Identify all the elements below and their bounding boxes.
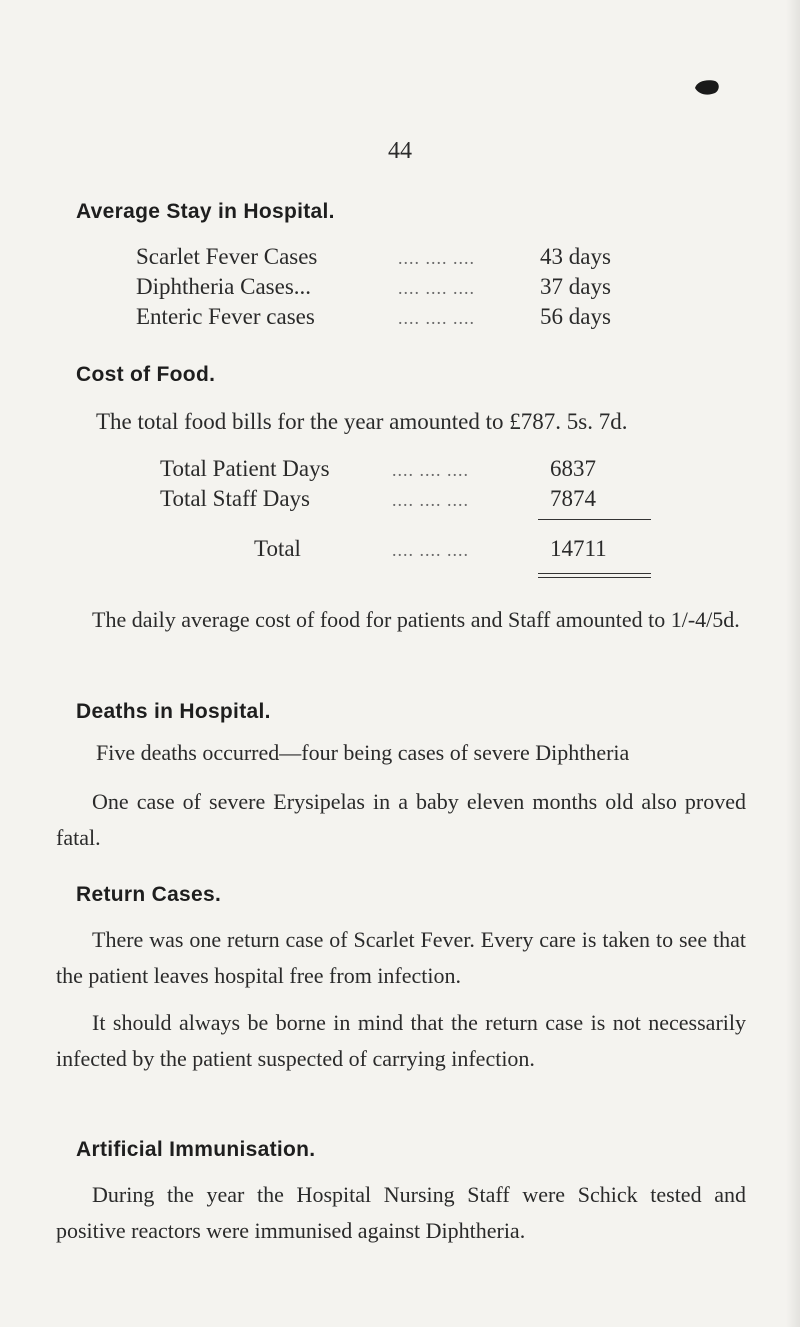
deaths-paragraph-2: One case of severe Erysipelas in a baby eleven months old also proved fatal.	[56, 789, 746, 850]
row-label: Scarlet Fever Cases	[136, 244, 318, 269]
leader-dots: .... .... ....	[398, 278, 475, 298]
section-heading-immunisation: Artificial Immunisation.	[76, 1138, 316, 1161]
section-heading-deaths: Deaths in Hospital.	[76, 700, 271, 723]
section-heading-average-stay: Average Stay in Hospital.	[76, 200, 335, 223]
row-value: 37 days	[540, 274, 611, 299]
food-row-patient-days	[160, 456, 680, 486]
leader-dots: .... .... ....	[398, 248, 475, 268]
ink-blot-mark	[693, 78, 721, 96]
row-value: 7874	[550, 486, 596, 511]
food-row-staff-days	[160, 486, 680, 516]
row-value: 56 days	[540, 304, 611, 329]
return-cases-paragraph-1: There was one return case of Scarlet Fever. Every care is taken to see that the patient leaves hospital free from infection.	[56, 927, 746, 988]
row-label: Total Patient Days	[160, 456, 330, 481]
section-heading-return-cases: Return Cases.	[76, 883, 222, 906]
total-double-rule-top	[538, 573, 651, 574]
stay-row-diphtheria	[136, 274, 696, 304]
row-label: Total Staff Days	[160, 486, 310, 511]
leader-dots: .... .... ....	[392, 540, 469, 560]
daily-average-paragraph: The daily average cost of food for patients and Staff amounted to 1/-4/5d.	[92, 607, 740, 632]
row-label: Enteric Fever cases	[136, 304, 315, 329]
page-edge-shadow	[786, 0, 800, 1327]
stay-row-scarlet-fever	[136, 244, 696, 274]
leader-dots: .... .... ....	[392, 460, 469, 480]
return-cases-paragraph-2: It should always be borne in mind that the return case is not necessarily infected by the patient suspected of carrying infection.	[56, 1010, 746, 1071]
row-label: Diphtheria Cases...	[136, 274, 312, 299]
total-double-rule-bottom	[538, 577, 651, 578]
leader-dots: .... .... ....	[392, 490, 469, 510]
total-label: Total	[254, 536, 301, 561]
subtotal-rule	[538, 519, 651, 520]
row-value: 43 days	[540, 244, 611, 269]
total-value: 14711	[550, 536, 607, 561]
deaths-paragraph-1: Five deaths occurred—four being cases of severe Diphtheria	[96, 740, 630, 765]
section-heading-cost-of-food: Cost of Food.	[76, 363, 216, 386]
immunisation-paragraph: During the year the Hospital Nursing Staff were Schick tested and positive reactors were immunised against Diphtheria.	[56, 1182, 746, 1243]
food-bill-total-line: The total food bills for the year amounted to £787. 5s. 7d.	[96, 409, 628, 434]
stay-row-enteric-fever	[136, 304, 696, 334]
food-row-total	[254, 536, 674, 566]
row-value: 6837	[550, 456, 596, 481]
page-number: 44	[388, 138, 412, 164]
leader-dots: .... .... ....	[398, 308, 475, 328]
